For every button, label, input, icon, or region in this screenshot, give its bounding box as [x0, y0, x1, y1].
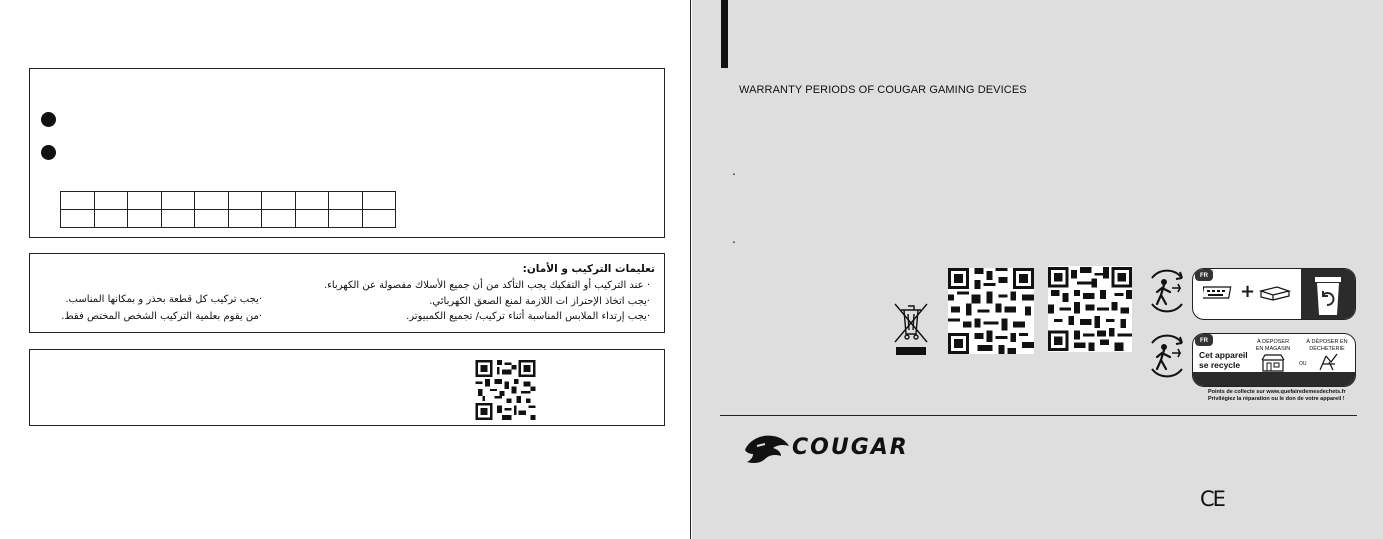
recycle-bin-icon: [1301, 269, 1355, 320]
grid-cell: [128, 192, 162, 210]
grid-cell: [94, 210, 128, 228]
cougar-head-logo: [743, 432, 791, 466]
store-icon: [1261, 354, 1285, 372]
ce-mark: CE: [1200, 487, 1224, 511]
keyboard-icon: [1203, 285, 1233, 301]
bullet-dot-1: [41, 112, 56, 127]
recycling-panel-1: [1192, 268, 1356, 320]
grid-row-1: [61, 192, 396, 210]
grid-cell: [362, 192, 396, 210]
grid-cell: [295, 210, 329, 228]
fr-badge-2: FR: [1195, 334, 1213, 346]
left-page: [0, 0, 691, 539]
points-collecte-text: Points de collecte sur www.quefairedemesdechets.fr: [1208, 389, 1346, 395]
grid-cell: [195, 192, 229, 210]
cet-appareil-text: Cet appareil se recycle: [1199, 350, 1248, 370]
fr-badge: FR: [1195, 269, 1213, 281]
bullet-point-1: .: [732, 164, 736, 178]
grid-cell: [228, 210, 262, 228]
qr-code-a: [948, 268, 1034, 354]
arabic-title: تعليمات التركيب و الأمان:: [522, 263, 655, 275]
grid-cell: [295, 192, 329, 210]
divider-line: [720, 415, 1357, 416]
warranty-table-box: [29, 68, 665, 238]
plus-icon: +: [1240, 281, 1256, 302]
bullet-point-2: .: [732, 232, 736, 246]
recycling-panel-2: [1192, 333, 1356, 387]
warranty-grid: [60, 191, 396, 228]
grid-cell: [161, 192, 195, 210]
arabic-line-1: · عند التركيب أو التفكيك يجب التأكد من أن جميع الأسلاك مفصولة عن الكهرباء.: [323, 280, 650, 291]
grid-cell: [94, 192, 128, 210]
grid-cell: [61, 192, 95, 210]
triman-icon-2: [1146, 333, 1188, 379]
dump-icon: [1317, 352, 1341, 372]
qr-code-box: [29, 349, 665, 426]
arabic-line-4: ·يجب تركيب كل قطعة بحذر و بمكانها المناسب.: [65, 294, 262, 305]
deposer-magasin-text: À DÉPOSER EN MAGASIN: [1255, 339, 1291, 352]
weee-bin-icon: [891, 300, 931, 358]
grid-cell: [262, 192, 296, 210]
deposer-decheterie-text: À DÉPOSER EN DÉCHETERIE: [1306, 339, 1348, 352]
grid-row-2: [61, 210, 396, 228]
right-page: [692, 0, 1383, 539]
arabic-safety-box: [29, 253, 665, 333]
warranty-heading: WARRANTY PERIODS OF COUGAR GAMING DEVICES: [739, 84, 1027, 96]
accent-bar: [721, 0, 728, 68]
grid-cell: [161, 210, 195, 228]
triman-icon: [1146, 268, 1188, 314]
arabic-line-2: ·يجب اتخاذ الإحتراز ات اللازمة لمنع الصعق الكهربائي.: [429, 296, 650, 307]
grid-cell: [128, 210, 162, 228]
grid-cell: [61, 210, 95, 228]
grid-cell: [362, 210, 396, 228]
grid-cell: [329, 192, 363, 210]
qr-code-small: [475, 360, 536, 420]
bullet-dot-2: [41, 145, 56, 160]
grid-cell: [262, 210, 296, 228]
ou-text: OU: [1299, 361, 1307, 367]
cougar-wordmark: COUGAR: [792, 435, 909, 460]
grid-cell: [329, 210, 363, 228]
bin-area: [1301, 269, 1355, 319]
grid-cell: [228, 192, 262, 210]
grid-cell: [195, 210, 229, 228]
qr-code-b: [1048, 266, 1132, 352]
cable-box-icon: [1259, 285, 1293, 301]
privilegiez-text: Privilégiez la réparation ou le don de votre appareil !: [1208, 396, 1345, 402]
dark-band: [1193, 372, 1355, 387]
arabic-line-3: ·يجب إرتداء الملابس المناسبة أثناء تركيب/ تجميع الكمبيوتر.: [406, 311, 650, 322]
arabic-line-5: ·من يقوم بعلمية التركيب الشخص المختص فقط.: [61, 311, 262, 322]
